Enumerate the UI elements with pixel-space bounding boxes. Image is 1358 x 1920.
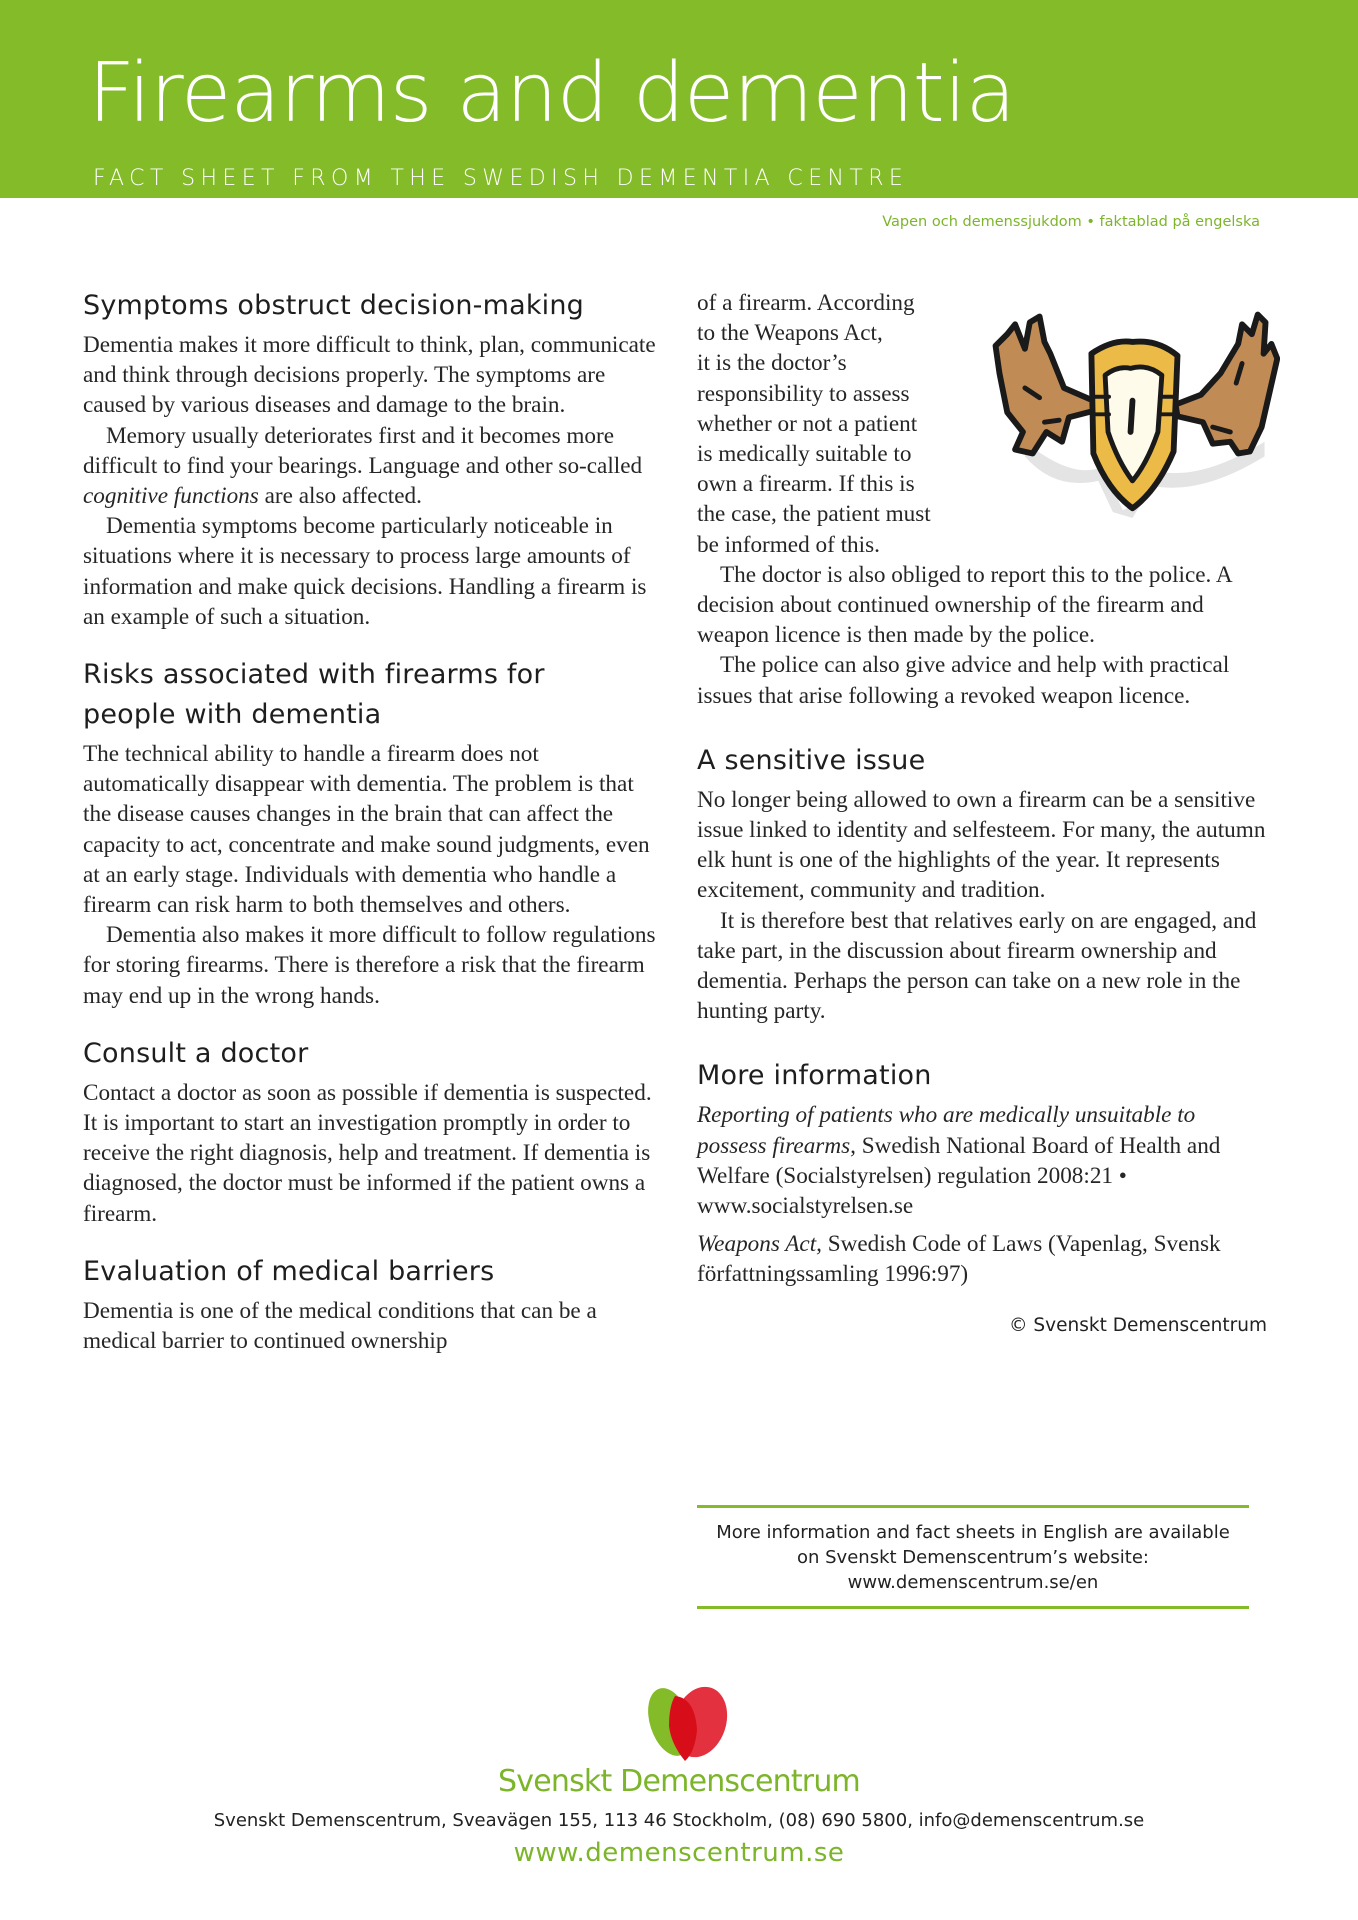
italic-term: cognitive functions [83,483,259,510]
paragraph: The doctor is also obliged to report this to the police. A decision about continued ownership of the firearm and weapon licence is then made by the police. [697,561,1232,649]
paragraph: Dementia is one of the medical conditions that can be a medical barrier to continued ownership [83,1297,597,1355]
copyright-notice: © Svenskt Demenscentrum [1009,1314,1267,1336]
text-line: of a firearm. According [697,290,915,316]
paragraph [83,421,663,512]
section-consult-doctor [83,1034,663,1229]
section-more-information [697,1056,1267,1339]
brand-name: Svenskt Demenscentrum [498,1764,860,1799]
text-line: responsibility to assess [697,380,910,407]
text-line: whether or not a patient [697,410,918,437]
reference [697,1100,1267,1221]
reference [697,1229,1267,1289]
text-span: are also affected. [258,483,422,510]
text-line: the case, the patient must [697,501,931,528]
swedish-title-tag: Vapen och demenssjukdom • faktablad på engelska [882,214,1260,230]
section-heading: More information [697,1060,932,1092]
paragraph: The technical ability to handle a firearm does not automatically disappear with dementia. The problem is that the disease causes changes in the brain that can affect the capacity to act, concentrate and make sound judgments, even at an early stage. Individuals with dementia who handle a firearm can risk harm to both themselves and others. [83,741,650,919]
paragraph: It is therefore best that relatives early on are engaged, and take part, in the discussion about firearm ownership and dementia. Perhaps the person can take on a new role in the hunting party. [697,907,1257,1025]
section-symptoms [83,286,663,632]
paragraph: Contact a doctor as soon as possible if dementia is suspected. It is important to start an investigation promptly in order to receive the right diagnosis, help and treatment. If dementia is diagnosed, the doctor must be informed if the patient owns a firearm. [83,1079,652,1227]
text-line: own a firearm. If this is [697,471,915,498]
section-heading: Evaluation of medical barriers [83,1255,495,1287]
section-heading: A sensitive issue [697,744,926,776]
text-line: be informed of this. [697,531,880,558]
text-line: to the Weapons Act, [697,320,883,347]
section-evaluation [83,1252,663,1356]
english-info-box [697,1505,1249,1609]
text-line: it is the doctor’s [697,350,847,377]
paragraph: Dementia makes it more difficult to think, plan, communicate and think through decisions properly. The symptoms are caused by various diseases and damage to the brain. [83,332,656,419]
website-link[interactable]: www.demenscentrum.se [513,1838,845,1868]
moose-antlers-trophy-icon [985,295,1280,520]
paragraph: No longer being allowed to own a firearm can be a sensitive issue linked to identity and selfesteem. For many, the autumn elk hunt is one of the highlights of the year. It represents excitement, community and tradition. [697,786,1266,904]
section-sensitive-issue [697,741,1267,1027]
text-span: Memory usually deteriorates first and it becomes more difficult to find your bearings. Language and other so-called [83,422,643,479]
page-subtitle: FACT SHEET FROM THE SWEDISH DEMENTIA CENTRE [93,166,909,191]
paragraph: Dementia symptoms become particularly noticeable in situations where it is necessary to process large amounts of information and make quick decisions. Handling a firearm is an example of such a situation. [83,513,647,630]
reference-title: Weapons Act, [697,1231,822,1258]
reference-details: Swedish National Board of Health and Welfare (Socialstyrelsen) regulation 2008:21 • www.socialstyrelsen.se [697,1132,1221,1220]
contact-address: Svenskt Demenscentrum, Sveavägen 155, 113 46 Stockholm, (08) 690 5800, info@demenscentrum.se [213,1810,1145,1831]
section-heading: Risks associated with firearms for people with dementia [83,659,545,731]
english-website-link[interactable]: www.demenscentrum.se/en [847,1572,1099,1593]
left-column [83,286,663,1379]
paragraph: The police can also give advice and help with practical issues that arise following a revoked weapon licence. [697,652,1230,709]
section-risks [83,655,663,1011]
info-line: on Svenskt Demenscentrum’s website: [796,1547,1149,1568]
text-line: is medically suitable to [697,441,912,468]
section-heading: Symptoms obstruct decision-making [83,290,585,321]
section-heading: Consult a doctor [83,1037,309,1069]
heart-logo-icon [645,1686,731,1762]
paragraph: Dementia also makes it more difficult to follow regulations for storing firearms. There is therefore a risk that the firearm may end up in the wrong hands. [83,922,656,1009]
info-line: More information and fact sheets in English are available [716,1522,1230,1543]
reference-title: Reporting of patients who are medically unsuitable to possess firearms, [697,1102,1196,1159]
reference-details: Swedish Code of Laws (Vapenlag, Svensk författningssamling 1996:97) [697,1231,1221,1288]
page-title: Firearms and dementia [88,46,1015,141]
